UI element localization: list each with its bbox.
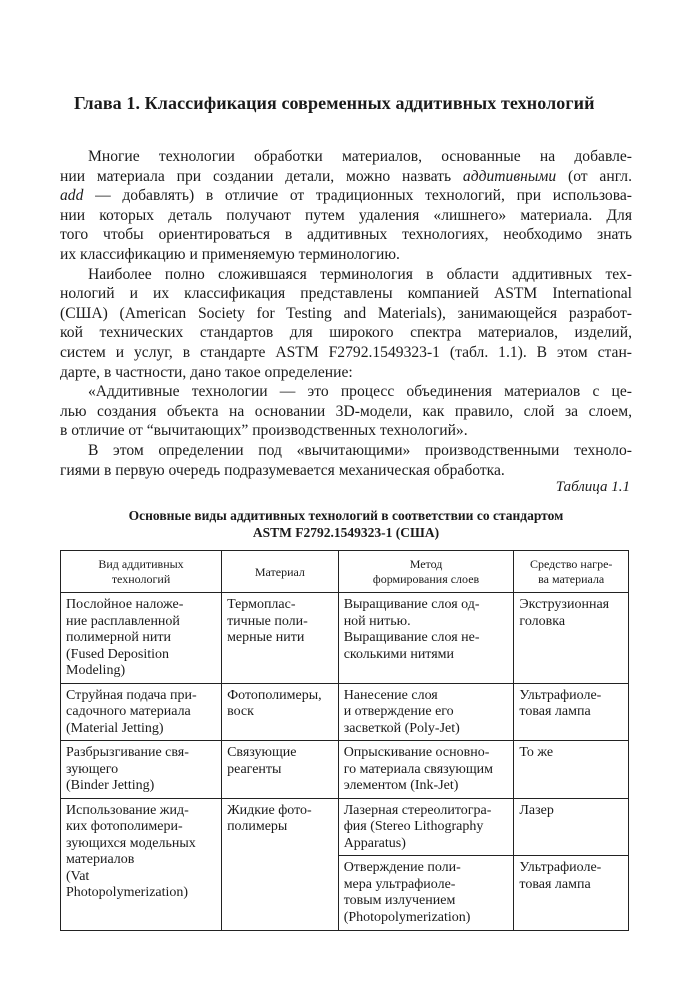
text-line: (США) (American Society for Testing and Materials), занимающейся разработ- — [60, 305, 632, 322]
material-cell: Связующие реагенты — [222, 741, 339, 799]
text-line: дарте, в частности, дано такое определение: — [60, 364, 353, 381]
text-line: лью создания объекта на основании 3D-модели, как правило, слой за слоем, — [60, 403, 632, 420]
technology-type-cell: Струйная подача при- садочного материала (Material Jetting) — [61, 683, 222, 741]
material-cell: Фотополимеры, воск — [222, 683, 339, 741]
text-line: нии материала при создании детали, можно назвать аддитивными (от англ. — [60, 168, 632, 185]
method-cell: Отверждение поли- мера ультрафиоле- товым излучением (Photopolymerization) — [338, 856, 514, 931]
table-row — [61, 683, 629, 741]
text-line: систем и услуг, в стандарте ASTM F2792.1549323-1 (табл. 1.1). В этом стан- — [60, 344, 632, 361]
heat-source-cell: Ультрафиоле- товая лампа — [514, 683, 629, 741]
column-header: Метод формирования слоев — [338, 551, 514, 593]
heat-source-cell: То же — [514, 741, 629, 799]
chapter-title: Глава 1. Классификация современных аддитивных технологий — [74, 93, 595, 113]
text-line: того чтобы ориентироваться в аддитивных технологиях, необходимо знать — [60, 226, 632, 243]
text-line: гиями в первую очередь подразумевается механическая обработка. — [60, 462, 505, 479]
table-row — [61, 798, 629, 856]
italic-term: add — [60, 187, 84, 204]
text-line: В этом определении под «вычитающими» производственными техноло- — [88, 442, 632, 459]
table-title-line-2: ASTM F2792.1549323-1 (США) — [252, 525, 440, 540]
text-line: Наиболее полно сложившаяся терминология в области аддитивных тех- — [88, 266, 632, 283]
technologies-table — [60, 550, 629, 931]
heat-source-cell: Экструзионная головка — [514, 593, 629, 684]
text-line: в отличие от “вычитающих” производственных технологий». — [60, 422, 468, 439]
technology-type-cell: Послойное наложе- ние расплавленной полимерной нити (Fused Deposition Modeling) — [61, 593, 222, 684]
method-cell: Опрыскивание основно- го материала связующим элементом (Ink-Jet) — [338, 741, 514, 799]
text-line: их классификацию и применяемую терминологию. — [60, 246, 400, 263]
text-line: нологий и их классификация представлены компанией ASTM International — [60, 285, 632, 302]
table-header-row — [61, 551, 629, 593]
table-title-line-1: Основные виды аддитивных технологий в соответствии со стандартом — [128, 508, 564, 523]
heat-source-cell: Ультрафиоле- товая лампа — [514, 856, 629, 931]
text-line: Многие технологии обработки материалов, основанные на добавле- — [88, 148, 632, 165]
column-header: Материал — [222, 551, 339, 593]
method-cell: Лазерная стереолитогра- фия (Stereo Lithography Apparatus) — [338, 798, 514, 856]
text-line: нии которых деталь получают путем удаления «лишнего» материала. Для — [60, 207, 632, 224]
column-header: Средство нагре- ва материала — [514, 551, 629, 593]
table-label: Таблица 1.1 — [555, 479, 630, 495]
text-line: «Аддитивные технологии — это процесс объединения материалов с це- — [88, 383, 632, 400]
text-line: кой технических стандартов для широкого спектра материалов, изделий, — [60, 324, 632, 341]
heat-source-cell: Лазер — [514, 798, 629, 856]
material-cell: Жидкие фото- полимеры — [222, 798, 339, 931]
method-cell: Выращивание слоя од- ной нитью. Выращивание слоя не- сколькими нитями — [338, 593, 514, 684]
text-line: add — добавлять) в отличие от традиционных технологий, при использова- — [60, 187, 632, 204]
material-cell: Термоплас- тичные поли- мерные нити — [222, 593, 339, 684]
table-row — [61, 741, 629, 799]
method-cell: Нанесение слоя и отверждение его засветкой (Poly-Jet) — [338, 683, 514, 741]
technology-type-cell: Разбрызгивание свя- зующего (Binder Jetting) — [61, 741, 222, 799]
column-header: Вид аддитивных технологий — [61, 551, 222, 593]
table-row — [61, 593, 629, 684]
italic-term: аддитивными — [462, 168, 557, 185]
technology-type-cell: Использование жид- ких фотополимери- зующихся модельных материалов (Vat Photopolymerization) — [61, 798, 222, 931]
